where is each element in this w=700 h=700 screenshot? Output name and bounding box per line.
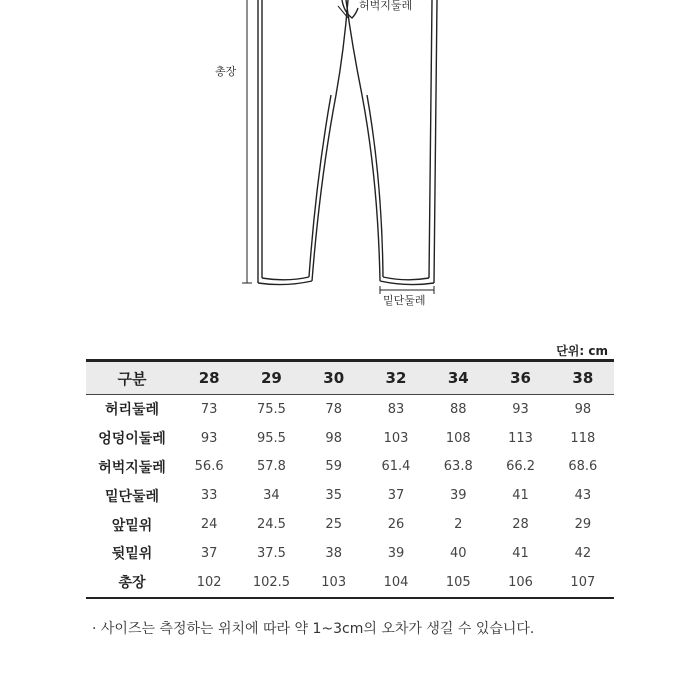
table-cell: 40 xyxy=(449,545,467,561)
table-cell: 29 xyxy=(574,517,592,533)
table-cell: 39 xyxy=(387,545,405,561)
size-table xyxy=(86,359,614,599)
table-cell: 37 xyxy=(387,488,405,504)
row-label-hip: 엉덩이둘레 xyxy=(98,431,166,448)
table-cell: 35 xyxy=(325,488,342,504)
table-cell: 66.2 xyxy=(506,459,536,475)
table-cell: 102.5 xyxy=(252,574,291,590)
header-size-29: 29 xyxy=(260,369,282,387)
table-cell: 63.8 xyxy=(443,459,473,475)
table-cell: 41 xyxy=(512,488,529,504)
table-cell: 33 xyxy=(200,488,218,504)
table-cell: 78 xyxy=(325,401,342,417)
table-cell: 43 xyxy=(574,488,592,504)
table-cell: 38 xyxy=(325,545,342,561)
row-label-thigh: 허벅지둘레 xyxy=(98,459,166,476)
thigh-label: 허벅지둘레 xyxy=(359,0,413,12)
row-label-total-length: 총장 xyxy=(118,575,146,592)
table-cell: 68.6 xyxy=(568,459,598,475)
table-cell: 28 xyxy=(512,517,529,533)
table-cell: 107 xyxy=(570,574,596,590)
row-label-hem: 밑단둘레 xyxy=(104,488,160,505)
table-cell: 42 xyxy=(574,545,592,561)
left-leg-hem xyxy=(258,281,312,285)
table-cell: 98 xyxy=(325,430,342,446)
table-cell: 88 xyxy=(449,401,467,417)
table-cell: 59 xyxy=(325,459,342,475)
table-cell: 56.6 xyxy=(194,459,224,475)
row-label-front-rise: 앞밑위 xyxy=(111,517,153,534)
length-label: 총장 xyxy=(215,65,237,78)
right-leg-outer-seam xyxy=(434,0,437,283)
table-cell: 103 xyxy=(383,430,409,446)
header-size-28: 28 xyxy=(198,369,220,387)
left-leg-inseam xyxy=(312,0,348,281)
table-cell: 41 xyxy=(512,545,529,561)
table-cell: 113 xyxy=(508,430,533,446)
table-cell: 61.4 xyxy=(381,459,411,475)
header-size-38: 38 xyxy=(572,369,594,387)
right-leg-hem-stitch xyxy=(383,277,429,280)
table-cell: 39 xyxy=(449,488,467,504)
table-row xyxy=(86,424,614,453)
table-cell: 104 xyxy=(383,574,409,590)
table-cell: 34 xyxy=(263,488,280,504)
header-size-36: 36 xyxy=(510,369,531,387)
table-cell: 106 xyxy=(508,574,533,590)
table-cell: 2 xyxy=(454,517,463,533)
table-cell: 93 xyxy=(200,430,218,446)
row-label-back-rise: 뒷밑위 xyxy=(111,546,153,563)
table-cell: 37 xyxy=(200,545,218,561)
pants-illustration xyxy=(0,0,700,320)
header-size-34: 34 xyxy=(447,369,469,387)
table-cell: 95.5 xyxy=(256,430,286,446)
hem-label: 밑단둘레 xyxy=(383,294,426,307)
table-cell: 25 xyxy=(325,517,342,533)
table-cell: 24.5 xyxy=(256,517,286,533)
pants-measurement-diagram xyxy=(0,0,700,320)
header-category: 구분 xyxy=(117,369,147,388)
table-cell: 24 xyxy=(200,517,218,533)
table-cell: 102 xyxy=(196,574,222,590)
table-row xyxy=(86,510,614,539)
right-leg-hem xyxy=(380,281,434,285)
table-cell: 118 xyxy=(570,430,596,446)
table-cell: 37.5 xyxy=(256,545,286,561)
table-cell: 57.8 xyxy=(256,459,286,475)
table-row xyxy=(86,453,614,482)
length-measure-line xyxy=(242,0,252,283)
header-size-32: 32 xyxy=(385,369,407,387)
table-row xyxy=(86,568,614,598)
left-leg-inseam-stitch xyxy=(309,95,331,277)
row-label-waist: 허리둘레 xyxy=(104,402,160,419)
table-cell: 73 xyxy=(200,401,218,417)
table-cell: 98 xyxy=(574,401,592,417)
table-cell: 105 xyxy=(445,574,471,590)
right-leg-inseam xyxy=(346,0,380,281)
crotch-seam xyxy=(342,0,358,18)
table-row xyxy=(86,481,614,510)
table-cell: 26 xyxy=(387,517,405,533)
table-row xyxy=(86,539,614,568)
table-cell: 108 xyxy=(445,430,471,446)
header-size-30: 30 xyxy=(323,369,345,387)
table-cell: 103 xyxy=(321,574,347,590)
measurement-note: · 사이즈는 측정하는 위치에 따라 약 1~3cm의 오차가 생길 수 있습니다. xyxy=(92,621,535,637)
table-row xyxy=(86,395,614,424)
size-table-header-row xyxy=(86,361,614,395)
table-cell: 93 xyxy=(512,401,529,417)
right-leg-outer-seam-inner xyxy=(429,0,432,278)
table-cell: 83 xyxy=(387,401,405,417)
left-leg-hem-stitch xyxy=(262,277,309,280)
unit-label: 단위: cm xyxy=(556,344,608,358)
table-cell: 75.5 xyxy=(256,401,286,417)
